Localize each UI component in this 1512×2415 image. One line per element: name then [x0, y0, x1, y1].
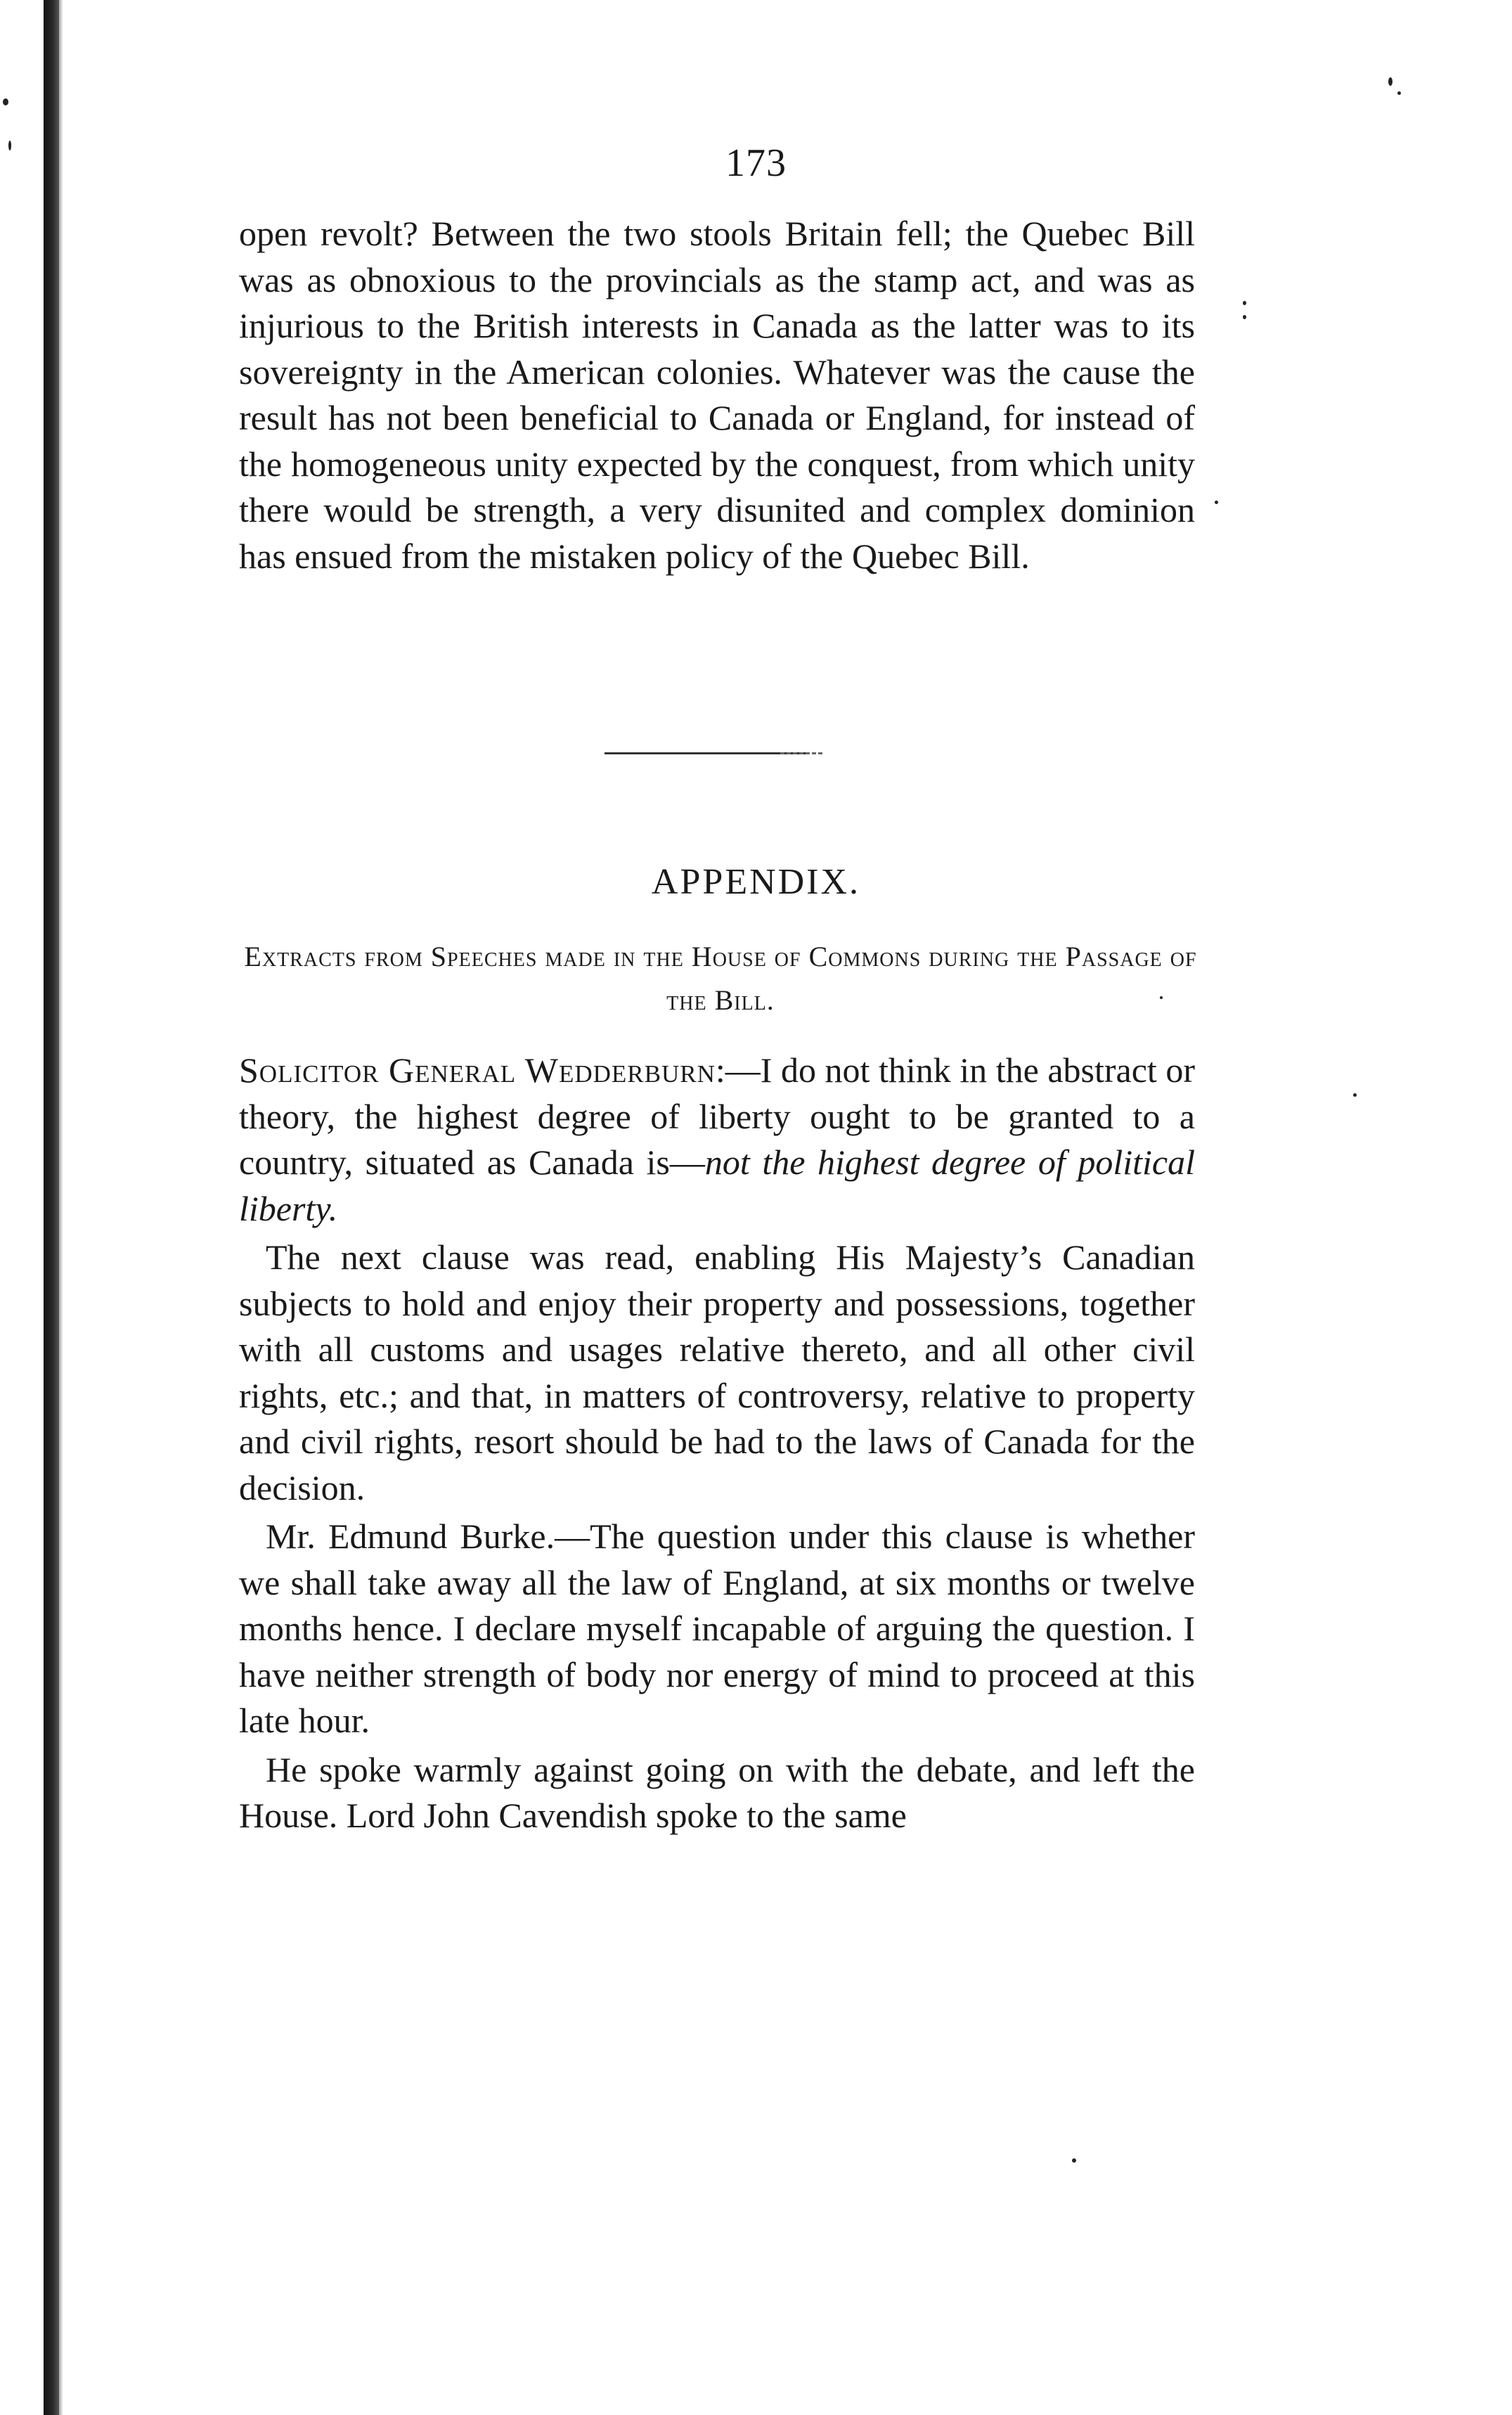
section-divider: [605, 752, 808, 754]
appendix-body: [239, 1048, 1195, 1839]
scan-speck: [1243, 315, 1246, 319]
burke-paragraph: Mr. Edmund Burke.—The question under this clause is whether we shall take away all the law of England, at six months or twelve months hence. I declare myself incapable of arguing the question. I have neither strength of body nor energy of mind to proceed at this late hour.: [239, 1516, 1195, 1740]
scan-speck: [1397, 91, 1401, 95]
wedderburn-paragraph: [239, 1048, 1195, 1232]
closing-paragraph: open revolt? Between the two stools Britain fell; the Quebec Bill was as obnoxious to the provincials as the stamp act, and was as injurious to the British interests in Canada as the latter was to its sovereignty in the American colonies. Whatever was the cause the result has not been beneficial to Canada or England, for instead of the homogeneous unity expected by the conquest, from which unity there would be strength, a very disunited and complex dominion has ensued from the mistaken policy of the Quebec Bill.: [239, 214, 1195, 576]
scan-speck: [1243, 301, 1246, 305]
emphasized-text: not the highest degree of political liberty.: [239, 1142, 1195, 1228]
speaker-name: Solicitor General Wedderburn: [239, 1050, 716, 1090]
scan-speck: [1353, 1093, 1357, 1097]
clause-paragraph: The next clause was read, enabling His Majesty’s Canadian subjects to hold and enjoy their property and possessions, together with all customs and usages relative thereto, and all other civil rights, etc.; and that, in matters of controversy, relative to property and civil rights, resort should be had to the laws of Canada for the decision.: [239, 1237, 1195, 1507]
appendix-subheading: Extracts from Speeches made in the House of Commons during the Passage of the Bill.: [244, 941, 1197, 1016]
scan-speck: [1215, 501, 1218, 504]
body-text: [239, 211, 1195, 579]
speech-text: :—I do not think in the abstract or theory, the highest degree of liberty ought to be granted to a country, situated as Canada is—: [239, 1050, 1195, 1182]
scan-speck: [1388, 77, 1393, 86]
scan-speck: [3, 98, 8, 105]
page-number: 173: [725, 141, 787, 185]
section-divider-tail: [780, 752, 822, 754]
scan-speck: [1072, 2158, 1076, 2163]
cavendish-paragraph: He spoke warmly against going on with the debate, and left the House. Lord John Cavendish spoke to the same: [239, 1749, 1195, 1835]
page-binding-edge: [44, 0, 59, 2415]
binding-shadow: [59, 0, 63, 2415]
appendix-heading: APPENDIX.: [651, 862, 861, 902]
